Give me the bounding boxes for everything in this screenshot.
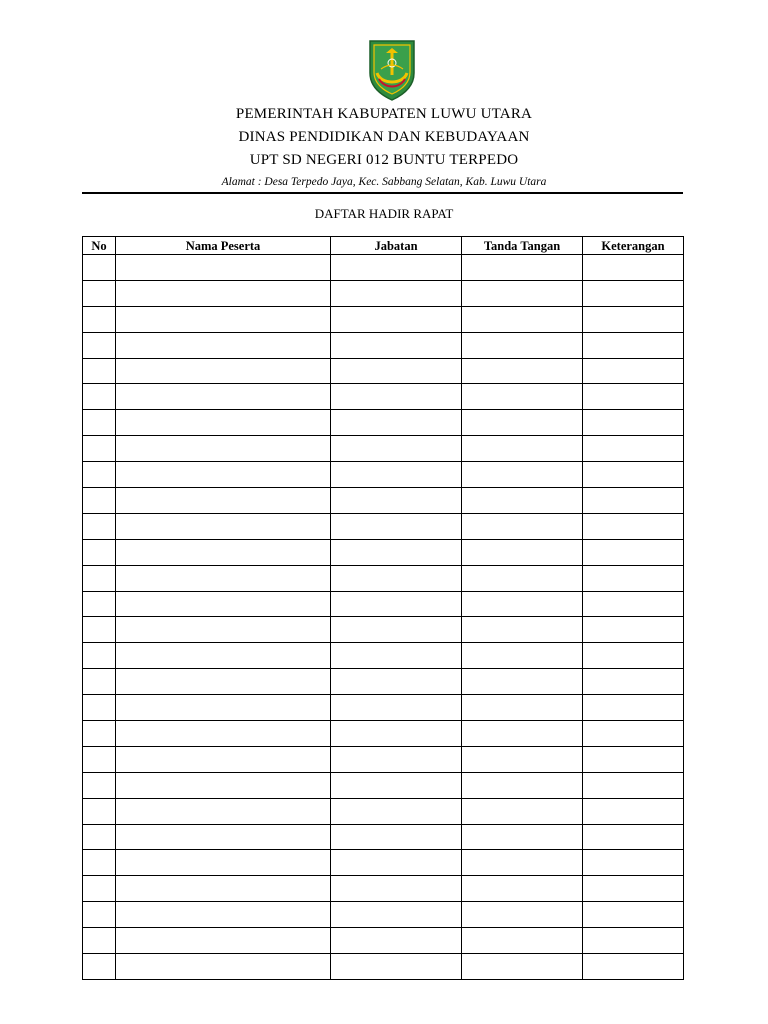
cell-position[interactable]: [331, 850, 462, 876]
cell-no[interactable]: [83, 669, 116, 695]
table-row: [83, 384, 684, 410]
table-row: [83, 928, 684, 954]
table-row: [83, 669, 684, 695]
cell-position[interactable]: [331, 643, 462, 669]
table-row: [83, 798, 684, 824]
cell-signature[interactable]: [462, 824, 583, 850]
cell-position[interactable]: [331, 617, 462, 643]
cell-participant-name[interactable]: [116, 384, 331, 410]
cell-signature[interactable]: [462, 410, 583, 436]
cell-participant-name[interactable]: [116, 772, 331, 798]
cell-position[interactable]: [331, 902, 462, 928]
cell-remarks[interactable]: [583, 280, 684, 306]
cell-signature[interactable]: [462, 591, 583, 617]
cell-no[interactable]: [83, 902, 116, 928]
cell-participant-name[interactable]: [116, 539, 331, 565]
cell-position[interactable]: [331, 513, 462, 539]
cell-participant-name[interactable]: [116, 928, 331, 954]
cell-position[interactable]: [331, 928, 462, 954]
cell-remarks[interactable]: [583, 850, 684, 876]
header-department-name: DINAS PENDIDIKAN DAN KEBUDAYAAN: [238, 129, 530, 145]
cell-no[interactable]: [83, 746, 116, 772]
table-row: [83, 876, 684, 902]
cell-participant-name[interactable]: [116, 643, 331, 669]
cell-position[interactable]: [331, 876, 462, 902]
cell-position[interactable]: [331, 695, 462, 721]
cell-position[interactable]: [331, 488, 462, 514]
cell-signature[interactable]: [462, 617, 583, 643]
cell-position[interactable]: [331, 462, 462, 488]
header-government-name: PEMERINTAH KABUPATEN LUWU UTARA: [235, 106, 533, 122]
cell-no[interactable]: [83, 358, 116, 384]
cell-signature[interactable]: [462, 358, 583, 384]
cell-participant-name[interactable]: [116, 358, 331, 384]
cell-position[interactable]: [331, 565, 462, 591]
column-header-no: No: [83, 237, 116, 255]
cell-no[interactable]: [83, 410, 116, 436]
cell-no[interactable]: [83, 539, 116, 565]
cell-participant-name[interactable]: [116, 306, 331, 332]
cell-remarks[interactable]: [583, 591, 684, 617]
cell-participant-name[interactable]: [116, 746, 331, 772]
cell-no[interactable]: [83, 643, 116, 669]
cell-remarks[interactable]: [583, 332, 684, 358]
table-row: [83, 643, 684, 669]
cell-no[interactable]: [83, 436, 116, 462]
cell-remarks[interactable]: [583, 488, 684, 514]
table-row: [83, 721, 684, 747]
cell-remarks[interactable]: [583, 798, 684, 824]
cell-signature[interactable]: [462, 798, 583, 824]
table-row: [83, 591, 684, 617]
table-row: [83, 255, 684, 281]
cell-remarks[interactable]: [583, 695, 684, 721]
cell-position[interactable]: [331, 591, 462, 617]
cell-position[interactable]: [331, 772, 462, 798]
cell-position[interactable]: [331, 539, 462, 565]
column-header-position: Jabatan: [331, 237, 462, 255]
cell-position[interactable]: [331, 306, 462, 332]
cell-signature[interactable]: [462, 488, 583, 514]
cell-remarks[interactable]: [583, 669, 684, 695]
attendance-table-body: [83, 255, 684, 980]
cell-remarks[interactable]: [583, 565, 684, 591]
cell-participant-name[interactable]: [116, 280, 331, 306]
cell-signature[interactable]: [462, 280, 583, 306]
cell-no[interactable]: [83, 591, 116, 617]
cell-participant-name[interactable]: [116, 255, 331, 281]
cell-participant-name[interactable]: [116, 565, 331, 591]
cell-remarks[interactable]: [583, 721, 684, 747]
table-row: [83, 695, 684, 721]
cell-participant-name[interactable]: [116, 488, 331, 514]
cell-position[interactable]: [331, 824, 462, 850]
cell-participant-name[interactable]: [116, 954, 331, 980]
document-title: DAFTAR HADIR RAPAT: [314, 206, 454, 221]
cell-signature[interactable]: [462, 565, 583, 591]
cell-remarks[interactable]: [583, 902, 684, 928]
cell-signature[interactable]: [462, 255, 583, 281]
cell-no[interactable]: [83, 721, 116, 747]
table-row: [83, 306, 684, 332]
cell-participant-name[interactable]: [116, 850, 331, 876]
cell-signature[interactable]: [462, 850, 583, 876]
column-header-signature: Tanda Tangan: [462, 237, 583, 255]
cell-signature[interactable]: [462, 332, 583, 358]
cell-remarks[interactable]: [583, 462, 684, 488]
cell-no[interactable]: [83, 255, 116, 281]
cell-participant-name[interactable]: [116, 798, 331, 824]
cell-remarks[interactable]: [583, 513, 684, 539]
table-row: [83, 746, 684, 772]
table-header-row: [83, 237, 684, 255]
cell-position[interactable]: [331, 954, 462, 980]
cell-position[interactable]: [331, 436, 462, 462]
cell-participant-name[interactable]: [116, 410, 331, 436]
column-header-participant-name: Nama Peserta: [116, 237, 331, 255]
table-row: [83, 824, 684, 850]
table-row: [83, 850, 684, 876]
cell-signature[interactable]: [462, 384, 583, 410]
cell-position[interactable]: [331, 798, 462, 824]
cell-position[interactable]: [331, 255, 462, 281]
cell-remarks[interactable]: [583, 358, 684, 384]
header-divider: [82, 192, 683, 194]
cell-signature[interactable]: [462, 721, 583, 747]
cell-signature[interactable]: [462, 746, 583, 772]
table-row: [83, 617, 684, 643]
cell-position[interactable]: [331, 384, 462, 410]
regency-emblem-logo: [367, 39, 417, 101]
cell-no[interactable]: [83, 488, 116, 514]
cell-remarks[interactable]: [583, 617, 684, 643]
cell-remarks[interactable]: [583, 384, 684, 410]
cell-participant-name[interactable]: [116, 721, 331, 747]
cell-signature[interactable]: [462, 669, 583, 695]
cell-no[interactable]: [83, 306, 116, 332]
cell-participant-name[interactable]: [116, 669, 331, 695]
table-row: [83, 410, 684, 436]
cell-no[interactable]: [83, 772, 116, 798]
cell-participant-name[interactable]: [116, 591, 331, 617]
table-row: [83, 436, 684, 462]
cell-signature[interactable]: [462, 928, 583, 954]
cell-participant-name[interactable]: [116, 695, 331, 721]
table-row: [83, 358, 684, 384]
cell-remarks[interactable]: [583, 306, 684, 332]
cell-participant-name[interactable]: [116, 436, 331, 462]
table-row: [83, 954, 684, 980]
table-row: [83, 539, 684, 565]
table-row: [83, 280, 684, 306]
cell-signature[interactable]: [462, 539, 583, 565]
cell-no[interactable]: [83, 954, 116, 980]
cell-signature[interactable]: [462, 306, 583, 332]
cell-signature[interactable]: [462, 695, 583, 721]
cell-signature[interactable]: [462, 436, 583, 462]
table-row: [83, 772, 684, 798]
cell-signature[interactable]: [462, 772, 583, 798]
cell-remarks[interactable]: [583, 772, 684, 798]
cell-no[interactable]: [83, 384, 116, 410]
cell-remarks[interactable]: [583, 410, 684, 436]
cell-remarks[interactable]: [583, 255, 684, 281]
cell-signature[interactable]: [462, 954, 583, 980]
cell-remarks[interactable]: [583, 436, 684, 462]
cell-participant-name[interactable]: [116, 902, 331, 928]
cell-participant-name[interactable]: [116, 824, 331, 850]
cell-participant-name[interactable]: [116, 513, 331, 539]
cell-remarks[interactable]: [583, 643, 684, 669]
cell-signature[interactable]: [462, 643, 583, 669]
cell-remarks[interactable]: [583, 824, 684, 850]
cell-remarks[interactable]: [583, 876, 684, 902]
cell-remarks[interactable]: [583, 746, 684, 772]
cell-participant-name[interactable]: [116, 462, 331, 488]
cell-position[interactable]: [331, 410, 462, 436]
cell-no[interactable]: [83, 332, 116, 358]
cell-position[interactable]: [331, 280, 462, 306]
table-row: [83, 332, 684, 358]
attendance-table: [82, 236, 684, 980]
table-row: [83, 488, 684, 514]
table-row: [83, 565, 684, 591]
cell-remarks[interactable]: [583, 954, 684, 980]
cell-participant-name[interactable]: [116, 617, 331, 643]
cell-no[interactable]: [83, 513, 116, 539]
cell-no[interactable]: [83, 850, 116, 876]
cell-no[interactable]: [83, 824, 116, 850]
header-address: Alamat : Desa Terpedo Jaya, Kec. Sabbang Selatan, Kab. Luwu Utara: [221, 176, 547, 188]
table-row: [83, 902, 684, 928]
cell-no[interactable]: [83, 798, 116, 824]
cell-remarks[interactable]: [583, 539, 684, 565]
cell-remarks[interactable]: [583, 928, 684, 954]
cell-no[interactable]: [83, 928, 116, 954]
cell-participant-name[interactable]: [116, 332, 331, 358]
cell-no[interactable]: [83, 617, 116, 643]
cell-no[interactable]: [83, 876, 116, 902]
cell-position[interactable]: [331, 358, 462, 384]
cell-participant-name[interactable]: [116, 876, 331, 902]
header-school-name: UPT SD NEGERI 012 BUNTU TERPEDO: [249, 152, 519, 168]
table-row: [83, 462, 684, 488]
cell-signature[interactable]: [462, 462, 583, 488]
cell-no[interactable]: [83, 280, 116, 306]
cell-signature[interactable]: [462, 513, 583, 539]
cell-position[interactable]: [331, 669, 462, 695]
cell-position[interactable]: [331, 332, 462, 358]
cell-no[interactable]: [83, 695, 116, 721]
cell-no[interactable]: [83, 462, 116, 488]
table-row: [83, 513, 684, 539]
cell-no[interactable]: [83, 565, 116, 591]
cell-signature[interactable]: [462, 876, 583, 902]
cell-position[interactable]: [331, 746, 462, 772]
cell-signature[interactable]: [462, 902, 583, 928]
column-header-remarks: Keterangan: [583, 237, 684, 255]
cell-position[interactable]: [331, 721, 462, 747]
